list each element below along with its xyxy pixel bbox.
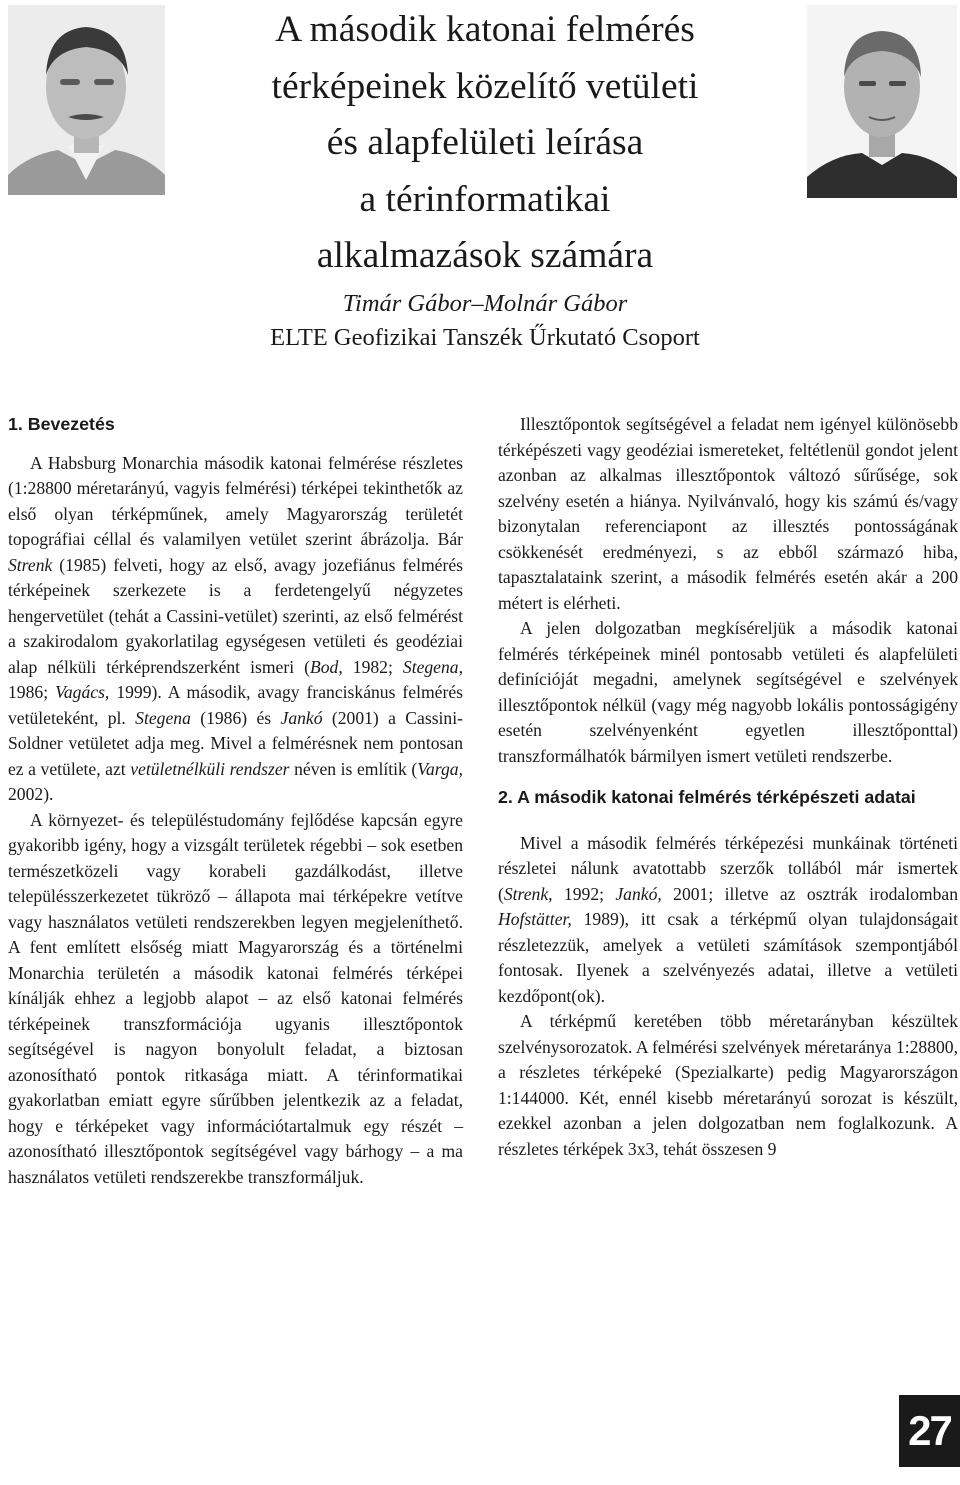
citation-author: Strenk, (503, 883, 553, 904)
title-line: a térinformatikai (359, 178, 611, 220)
paragraph-intro-1 (8, 451, 463, 808)
article-title (175, 2, 795, 285)
section-heading-2: 2. A második katonai felmérés térképészeti adatai (498, 787, 916, 807)
citation-author: Jankó, (615, 883, 662, 904)
paragraph-right-1: Illesztőpontok segítségével a feladat nem igényel különösebb térképészeti vagy geodéziai ismereteket, feltétlenül gondot jelent azonban az alkalmas illesztőpontok változó sűrűsége, sok szelvény esetén a hiánya. Nyilvánvaló, hogy kis számú és/vagy bizonytalan referenciapont az illesztés pontosságának csökkenését eredményezi, s az ebből származó hiba, tapasztalataink szerint, a második felmérés esetén akár a 200 métert is elérheti. (498, 414, 958, 613)
author-photo-right (807, 5, 957, 198)
text-run: A Habsburg Monarchia második katonai felmérése részletes (1:28800 méretarányú, vagyis felmérési) térképei tekinthetők az első olyan térképműnek, amely Magyarország területét topográfiai céllal és valamilyen vetület szerint ábrázolja. Bár (8, 452, 463, 549)
title-line: alkalmazások számára (316, 235, 654, 276)
author-names: Timár Gábor–Molnár Gábor (342, 290, 628, 317)
author-photo-left (8, 5, 165, 195)
text-run: 2002). (8, 784, 54, 804)
text-run: Mivel a második felmérés térképezési munkáinak történeti részletei nálunk avatottabb szerzők tollából már ismertek ( (498, 832, 958, 904)
citation-author: Strenk (8, 554, 53, 575)
text-run: 1989), itt csak a térképmű olyan tulajdonságait részletezzük, amelyek a vetületi számítások szempontjából fontosak. Ilyenek a szelvényezés adatai, illetve a vetületi kezdőpont(ok). (498, 909, 958, 1006)
text-run: (1985) felveti, hogy az első, avagy jozefiánus felmérés térképeinek szerkezete is a ferdetengelyű négyzetes hengervetület (tehát a Cassini-vetület) szerinti, az első felmérést a szakirodalom gyakorlatilag egységesen vetületi és geodéziai alap nélküli térképrendszerként ismeri ( (8, 554, 463, 677)
text-run: 1982; (342, 656, 403, 677)
title-line: A második katonai felmérés (275, 9, 695, 50)
citation-author: Stegena (402, 656, 459, 677)
citation-author: Hofstätter, (498, 909, 572, 929)
citation-author: Varga, (417, 758, 463, 779)
author-portrait-left (8, 5, 165, 195)
citation-author: Bod, (309, 656, 343, 677)
left-column (8, 412, 463, 1190)
text-run: (2001) a Cassini-Soldner vetületet adja meg. Mivel a felmérésnek nem pontosan ez a vetülete, azt (8, 707, 463, 779)
citation-author: Jankó (280, 707, 323, 728)
paragraph-sec2-1 (498, 831, 958, 1010)
author-block (175, 287, 795, 355)
page-number: 27 (899, 1395, 960, 1467)
text-run: néven is említik ( (289, 758, 418, 779)
title-line: és alapfelületi leírása (326, 122, 644, 163)
title-line: térképeinek közelítő vetületi (271, 65, 699, 107)
text-run: 1992; (552, 883, 616, 904)
text-run: , 1986; (8, 656, 463, 702)
text-run: 1999). A második, avagy franciskánus felmérés vetületeként, pl. (8, 682, 463, 728)
paragraph-intro-2: A környezet- és településtudomány fejlődése kapcsán egyre gyakoribb igény, hogy a vizsgált területek régebbi – sok esetben természetközeli vagy korabeli gazdálkodást, illetve településszerkezetet tükröző – állapota mai térképekre vetítve vagy használatos vetületi rendszerekben legyen megjeleníthető. A fent említett elsőség miatt Magyarország és a történelmi Monarchia területén a második katonai felmérés térképei kínálják ehhez a legjobb alapot – az első katonai felmérés térképeinek transzformációja ugyanis illesztőpontok segítségével is nagyon bonyolult feladat, a biztosan azonosítható pontok ritkasága miatt. A térinformatikai gyakorlatban emiatt egyre sűrűbben jelentkezik az a feladat, hogy e térképeket vagy információtartalmuk egy részét – azonosítható illesztőpontok segítségével vagy bárhogy – a ma használatos vetületi rendszerekbe transzformáljuk. (8, 809, 463, 1187)
text-run: 2001; illetve az osztrák irodalomban (661, 883, 958, 904)
citation-author: Vagács, (55, 682, 110, 702)
paragraph-sec2-2: A térképmű keretében több méretarányban készültek szelvénysorozatok. A felmérési szelvények méretaránya 1:28800, a részletes térképeké (Spezialkarte) pedig Magyarországon 1:144000. Két, ennél kisebb méretarányú sorozat is készült, ezekkel azonban a jelen dolgozatban nem foglalkozunk. A részletes térképek 3x3, tehát összesen 9 (498, 1011, 958, 1159)
right-column (498, 412, 958, 1162)
text-run: (1986) és (190, 707, 281, 728)
emphasis-term: vetületnélküli rendszer (130, 758, 290, 779)
paragraph-right-2: A jelen dolgozatban megkíséreljük a második katonai felmérés térképeinek minél pontosabb vetületi és alapfelületi definícióját megadni, amelynek segítségével e szelvények illesztőpontok nélkül (vagy még nagyobb lokális pontosságigény esetén szelvényenként egyetlen illesztőponttal) transzformálhatók bármilyen ismert vetületi rendszerbe. (498, 618, 958, 766)
citation-author: Stegena (135, 707, 191, 728)
author-affiliation: ELTE Geofizikai Tanszék Űrkutató Csoport (270, 324, 700, 351)
author-portrait-right (807, 5, 957, 198)
section-heading-intro: 1. Bevezetés (8, 414, 115, 434)
